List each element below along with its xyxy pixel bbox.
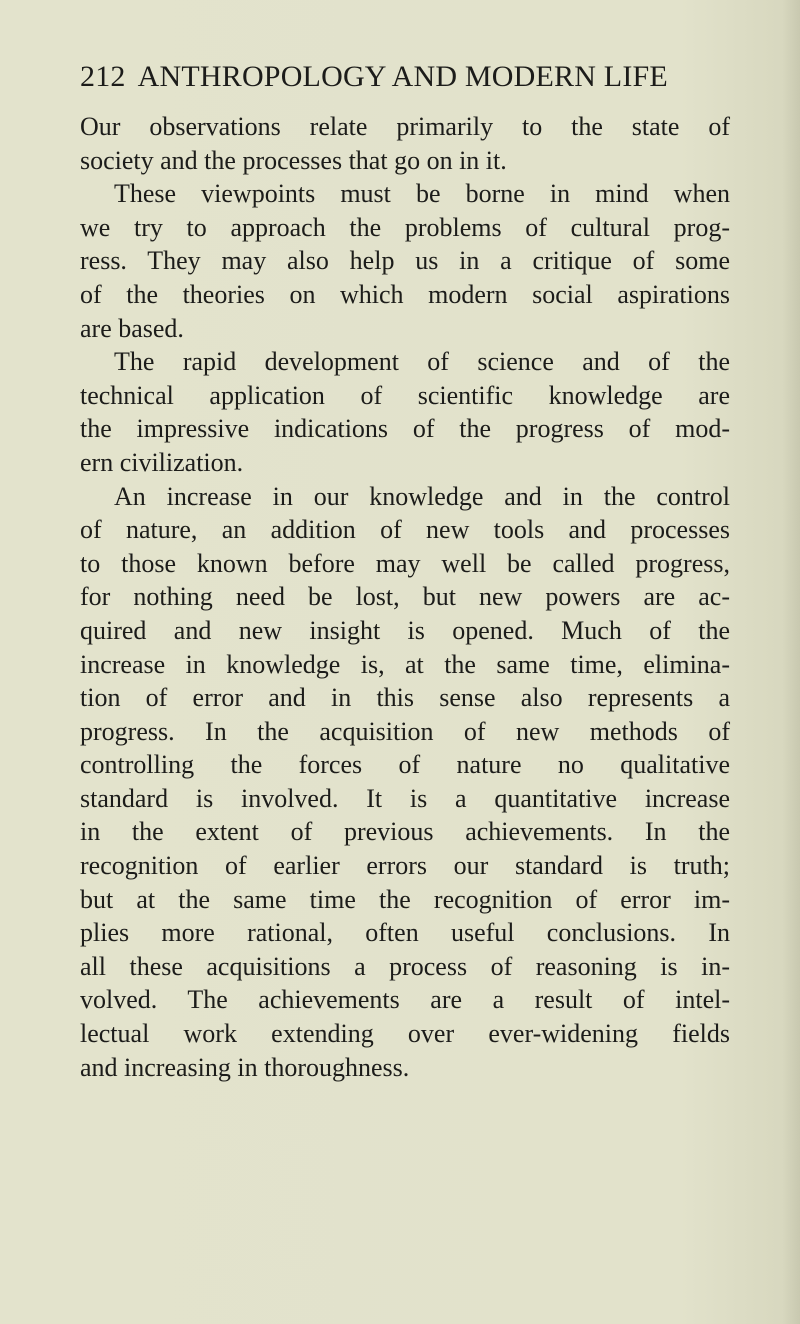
text-line: are based. bbox=[80, 313, 184, 343]
text-line: for nothing need be lost, but new powers are ac- bbox=[80, 582, 730, 612]
text-line: increase in knowledge is, at the same time, elimina- bbox=[80, 649, 730, 679]
text-line: quired and new insight is opened. Much of the bbox=[80, 615, 730, 645]
text-line: controlling the forces of nature no qualitative bbox=[80, 750, 730, 780]
text-line: but at the same time the recognition of error im- bbox=[80, 884, 730, 914]
text-line: tion of error and in this sense also represents a bbox=[80, 683, 730, 713]
text-line: of nature, an addition of new tools and processes bbox=[80, 515, 730, 545]
text-line: to those known before may well be called progress, bbox=[80, 548, 730, 578]
running-head bbox=[80, 60, 730, 94]
text-line: An increase in our knowledge and in the control bbox=[114, 481, 730, 511]
text-line: The rapid development of science and of the bbox=[114, 347, 730, 377]
text-line: the impressive indications of the progress of mod- bbox=[80, 414, 730, 444]
text-line: of the theories on which modern social aspirations bbox=[80, 279, 730, 309]
page-number: 212 bbox=[80, 60, 126, 93]
text-line: ress. They may also help us in a critique of some bbox=[80, 246, 730, 276]
running-title: ANTHROPOLOGY AND MODERN LIFE bbox=[137, 60, 668, 93]
text-line: all these acquisitions a process of reasoning is in- bbox=[80, 951, 730, 981]
text-line: recognition of earlier errors our standard is truth; bbox=[80, 851, 730, 881]
page-edge-shadow bbox=[782, 0, 800, 1324]
text-line: standard is involved. It is a quantitative increase bbox=[80, 783, 730, 813]
text-line: in the extent of previous achievements. In the bbox=[80, 817, 730, 847]
text-line: technical application of scientific knowledge are bbox=[80, 380, 730, 410]
text-line: plies more rational, often useful conclusions. In bbox=[80, 918, 730, 948]
text-line: ern civilization. bbox=[80, 447, 244, 477]
text-line: lectual work extending over ever-widening fields bbox=[80, 1019, 730, 1049]
text-line: we try to approach the problems of cultural prog- bbox=[80, 212, 730, 242]
text-line: progress. In the acquisition of new methods of bbox=[80, 716, 730, 746]
text-line: volved. The achievements are a result of intel- bbox=[80, 985, 730, 1015]
text-line: society and the processes that go on in it. bbox=[80, 145, 507, 175]
text-line: These viewpoints must be borne in mind when bbox=[114, 179, 730, 209]
text-line: and increasing in thoroughness. bbox=[80, 1052, 410, 1082]
body-text bbox=[80, 110, 730, 1084]
text-line: Our observations relate primarily to the state of bbox=[80, 112, 730, 141]
